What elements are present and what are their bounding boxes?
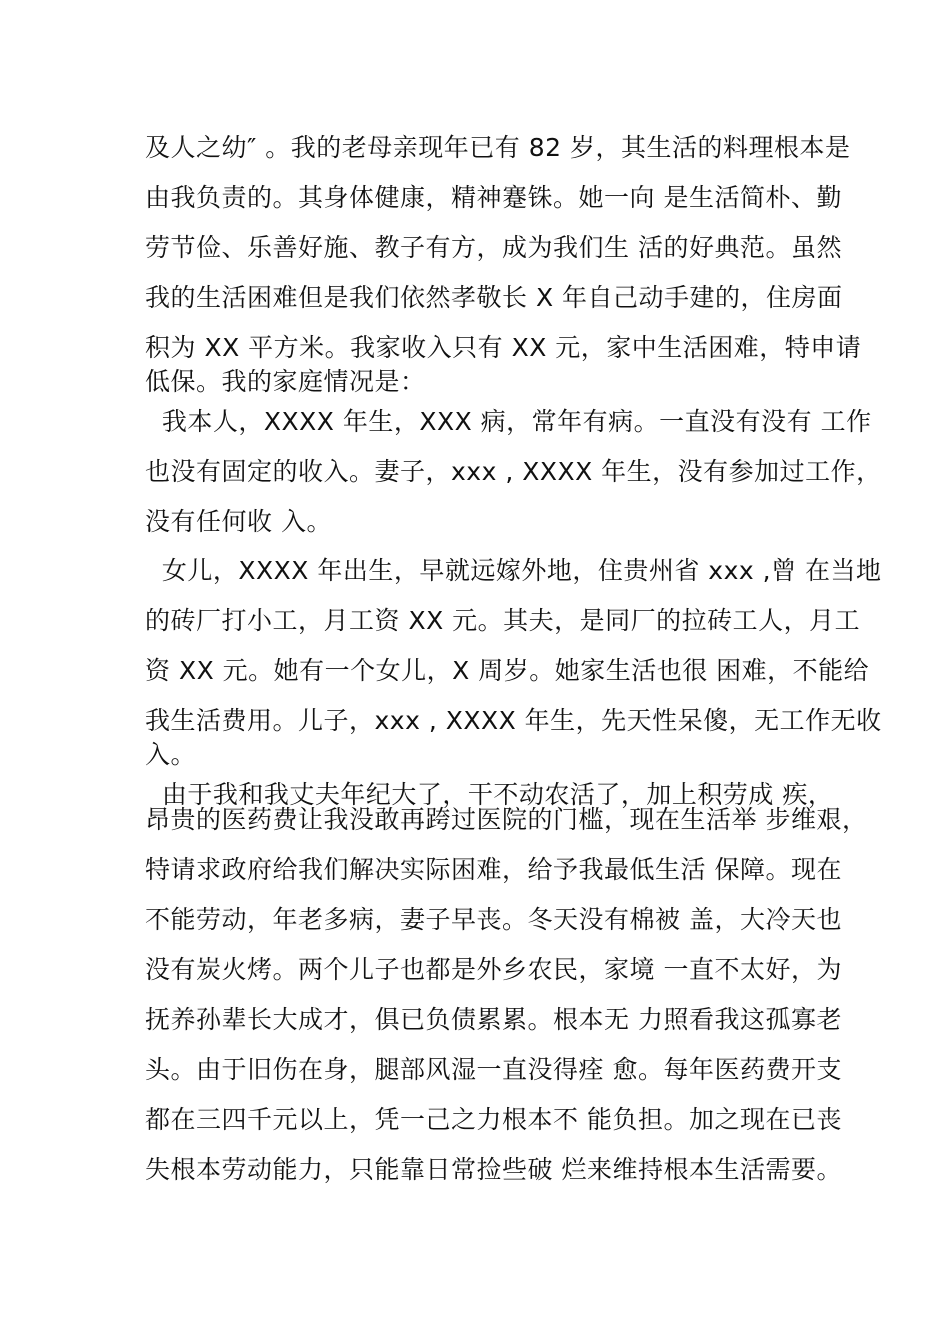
text-line: 抚养孙辈长大成才，俱已负债累累。根本无 力照看我这孤寡老	[145, 1005, 842, 1034]
text-line: 入。	[145, 740, 197, 769]
text-line: 我本人，XXXX 年生，XXX 病，常年有病。一直没有没有 工作	[145, 407, 872, 436]
text-line: 积为 XX 平方米。我家收入只有 XX 元，家中生活困难，特申请	[145, 333, 862, 362]
text-line: 特请求政府给我们解决实际困难，给予我最低生活 保障。现在	[145, 855, 842, 884]
text-line: 由我负责的。其身体健康，精神蹇铢。她一向 是生活简朴、勤	[145, 183, 842, 212]
text-line: 我生活费用。儿子，xxx , XXXX 年生，先天性呆傻，无工作无收	[145, 706, 882, 735]
text-line: 女儿，XXXX 年出生，早就远嫁外地，住贵州省 xxx ,曾 在当地	[145, 556, 882, 585]
text-line: 也没有固定的收入。妻子，xxx , XXXX 年生，没有参加过工作，	[145, 457, 882, 486]
text-line: 没有任何收 入。	[145, 507, 332, 536]
text-line: 昂贵的医药费让我没敢再跨过医院的门槛，现在生活举 步维艰，	[145, 805, 868, 834]
text-line: 劳节俭、乐善好施、教子有方，成为我们生 活的好典范。虽然	[145, 233, 842, 262]
text-line: 及人之幼″ 。我的老母亲现年已有 82 岁，其生活的料理根本是	[145, 133, 851, 162]
text-line: 都在三四千元以上，凭一己之力根本不 能负担。加之现在已丧	[145, 1105, 842, 1134]
text-line: 由于我和我丈夫年纪大了，干不动农活了，加上积劳成 疾，	[145, 780, 834, 809]
text-line: 没有炭火烤。两个儿子也都是外乡农民，家境 一直不太好，为	[145, 955, 842, 984]
text-line: 资 XX 元。她有一个女儿，X 周岁。她家生活也很 困难，不能给	[145, 656, 870, 685]
text-line: 我的生活困难但是我们依然孝敬长 X 年自己动手建的，住房面	[145, 283, 843, 312]
text-line: 低保。我的家庭情况是：	[145, 367, 426, 396]
text-line: 失根本劳动能力，只能靠日常捡些破 烂来维持根本生活需要。	[145, 1155, 842, 1184]
text-line: 头。由于旧伤在身，腿部风湿一直没得痊 愈。每年医药费开支	[145, 1055, 842, 1084]
text-line: 不能劳动，年老多病，妻子早丧。冬天没有棉被 盖，大冷天也	[145, 905, 842, 934]
text-line: 的砖厂打小工，月工资 XX 元。其夫，是同厂的拉砖工人，月工	[145, 606, 861, 635]
